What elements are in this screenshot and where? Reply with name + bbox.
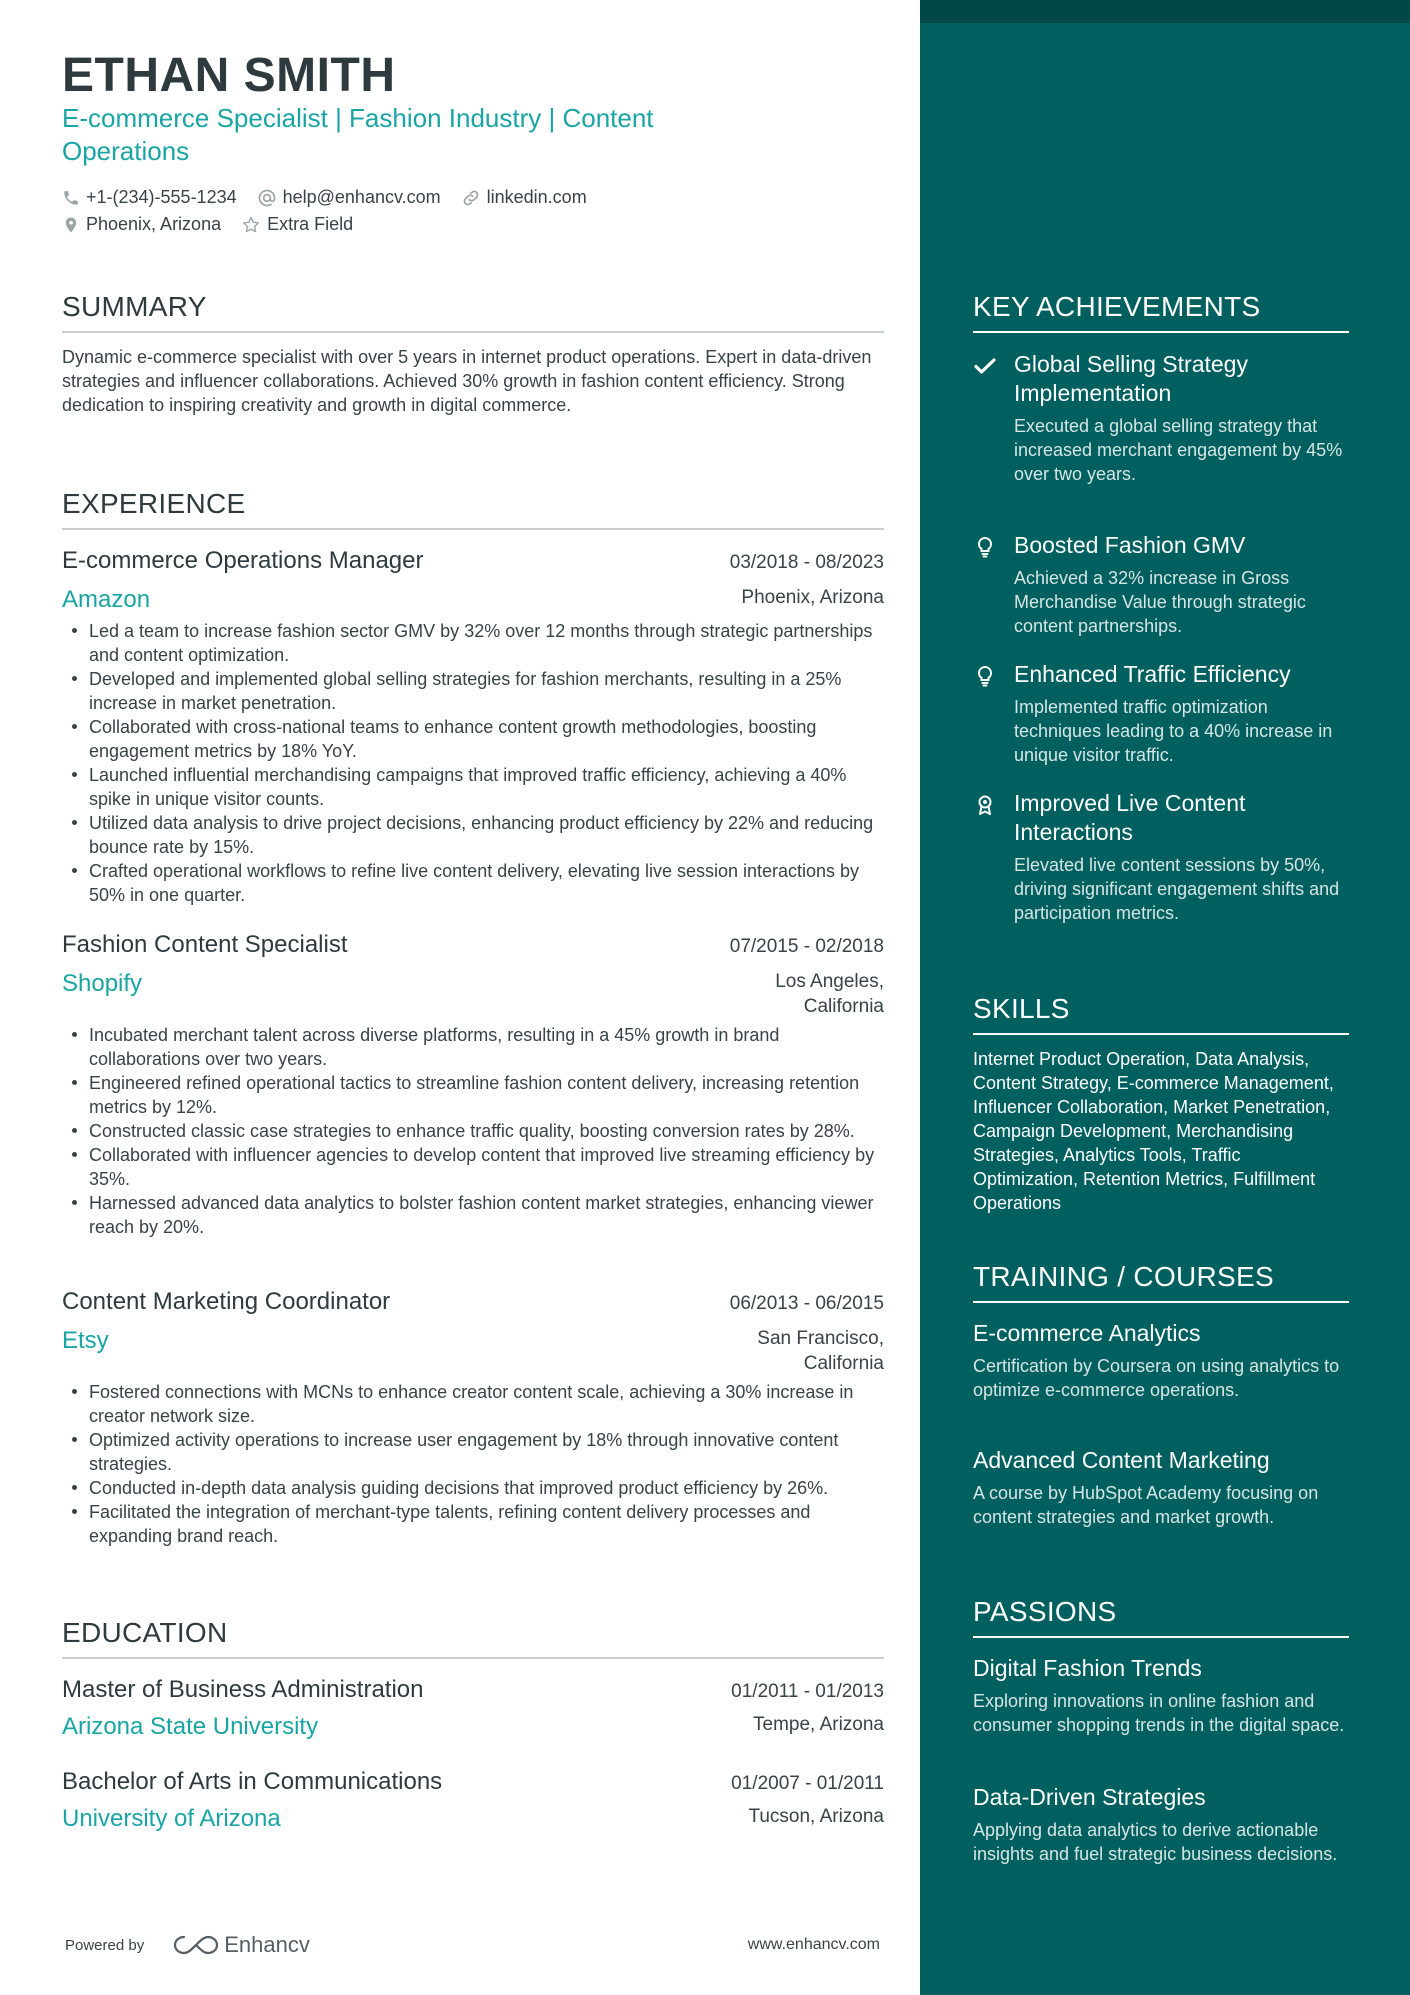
location-text: Phoenix, Arizona — [86, 214, 222, 234]
divider — [973, 1301, 1349, 1303]
summary-text: Dynamic e-commerce specialist with over 5 years in internet product operations. Expert in data-driven strategies and influencer collaborations. Achieved 30% growth in fashion content efficiency. Strong dedication to inspiring creativity and growth in digital commerce. — [62, 347, 872, 415]
skills-section — [973, 992, 1349, 1215]
job-location: Phoenix, Arizona — [741, 587, 884, 608]
divider — [62, 1657, 884, 1659]
passion-item — [973, 1783, 1349, 1866]
lightbulb-icon — [973, 535, 997, 559]
education-entry — [62, 1767, 884, 1834]
experience-title: EXPERIENCE — [62, 488, 246, 519]
degree-title: Master of Business Administration — [62, 1676, 424, 1703]
footer — [65, 1930, 880, 1960]
divider — [973, 331, 1349, 333]
check-icon — [973, 354, 997, 378]
bullet-item: Led a team to increase fashion sector GMV by 32% over 12 months through strategic partnerships and content optimization. — [62, 619, 884, 667]
bullet-item: Facilitated the integration of merchant-type talents, refining content delivery processes and expanding brand reach. — [62, 1500, 884, 1548]
job-entry — [62, 930, 884, 1239]
job-bullets — [62, 1023, 884, 1239]
headline: E-commerce Specialist | Fashion Industry | Content Operations — [62, 103, 654, 166]
bullet-item: Developed and implemented global selling strategies for fashion merchants, resulting in a 25% increase in market penetration. — [62, 667, 884, 715]
education-location: Tempe, Arizona — [753, 1714, 884, 1735]
passions-title: PASSIONS — [973, 1596, 1117, 1627]
passion-title: Data-Driven Strategies — [973, 1784, 1206, 1810]
company-name: Etsy — [62, 1327, 109, 1354]
education-entry — [62, 1675, 884, 1742]
achievement-desc: Executed a global selling strategy that increased merchant engagement by 45% over two years. — [1014, 416, 1343, 484]
bullet-item: Collaborated with cross-national teams to enhance content growth methodologies, boosting engagement metrics by 18% YoY. — [62, 715, 884, 763]
passion-desc: Exploring innovations in online fashion and consumer shopping trends in the digital space. — [973, 1691, 1345, 1735]
training-section — [973, 1260, 1349, 1303]
course-title: Advanced Content Marketing — [973, 1447, 1270, 1473]
bullet-item: Collaborated with influencer agencies to develop content that improved live streaming efficiency by 35%. — [62, 1143, 884, 1191]
summary-section — [62, 290, 884, 417]
achievement-title: Boosted Fashion GMV — [1014, 532, 1246, 558]
school-name: University of Arizona — [62, 1805, 281, 1832]
sidebar-top-band — [920, 0, 1410, 23]
achievement-title: Improved Live Content Interactions — [1014, 790, 1246, 845]
job-location: Los Angeles, California — [775, 971, 884, 1017]
bullet-item: Utilized data analysis to drive project decisions, enhancing product efficiency by 22% and reducing bounce rate by 15%. — [62, 811, 884, 859]
passion-title: Digital Fashion Trends — [973, 1655, 1202, 1681]
phone-text: +1-(234)-555-1234 — [86, 187, 237, 207]
company-name: Amazon — [62, 586, 151, 613]
course-desc: Certification by Coursera on using analytics to optimize e-commerce operations. — [973, 1356, 1340, 1400]
job-bullets — [62, 1380, 884, 1548]
extra-field-text: Extra Field — [267, 214, 354, 234]
contact-email[interactable] — [257, 187, 441, 208]
brand-name: Enhancv — [224, 1932, 310, 1957]
phone-icon — [62, 189, 80, 207]
job-entry — [62, 546, 884, 907]
education-date: 01/2011 - 01/2013 — [731, 1681, 884, 1702]
company-name: Shopify — [62, 970, 143, 997]
achievement-item — [973, 660, 1349, 767]
powered-by — [65, 1932, 310, 1958]
job-date: 07/2015 - 02/2018 — [729, 936, 884, 957]
bullet-item: Fostered connections with MCNs to enhance creator content scale, achieving a 30% increase in creator network size. — [62, 1380, 884, 1428]
education-date: 01/2007 - 01/2011 — [731, 1773, 884, 1794]
powered-by-label: Powered by — [65, 1936, 145, 1954]
contact-linkedin[interactable] — [461, 187, 587, 208]
candidate-name: ETHAN SMITH — [62, 49, 396, 102]
passion-item — [973, 1654, 1349, 1737]
job-title: E-commerce Operations Manager — [62, 547, 424, 574]
skills-title: SKILLS — [973, 993, 1070, 1024]
education-section — [62, 1616, 884, 1659]
bullet-item: Constructed classic case strategies to enhance traffic quality, boosting conversion rates by 28%. — [62, 1119, 884, 1143]
bullet-item: Optimized activity operations to increase user engagement by 18% through innovative content strategies. — [62, 1428, 884, 1476]
job-date: 06/2013 - 06/2015 — [729, 1293, 884, 1314]
contact-info — [62, 184, 882, 238]
bullet-item: Harnessed advanced data analytics to bolster fashion content market strategies, enhancing viewer reach by 20%. — [62, 1191, 884, 1239]
contact-extra — [241, 214, 353, 235]
at-icon — [257, 188, 277, 208]
achievement-item — [973, 350, 1349, 486]
achievements-title: KEY ACHIEVEMENTS — [973, 291, 1261, 322]
contact-location — [62, 214, 221, 235]
star-icon — [241, 215, 261, 235]
location-pin-icon — [62, 216, 80, 234]
bullet-item: Launched influential merchandising campaigns that improved traffic efficiency, achieving a 40% spike in unique visitor counts. — [62, 763, 884, 811]
divider — [973, 1636, 1349, 1638]
website-link[interactable]: www.enhancv.com — [747, 1936, 880, 1953]
achievement-title: Enhanced Traffic Efficiency — [1014, 661, 1291, 687]
summary-title: SUMMARY — [62, 291, 207, 322]
job-title: Fashion Content Specialist — [62, 931, 348, 958]
achievement-desc: Achieved a 32% increase in Gross Merchandise Value through strategic content partnerships. — [1014, 568, 1306, 636]
job-title: Content Marketing Coordinator — [62, 1288, 391, 1315]
job-bullets — [62, 619, 884, 907]
skills-text: Internet Product Operation, Data Analysis, Content Strategy, E-commerce Management, Influencer Collaboration, Market Penetration, Campaign Development, Merchandising Strategies, Analytics Tools, Traffic Optimization, Retention Metrics, Fulfillment Operations — [973, 1049, 1334, 1213]
passion-desc: Applying data analytics to derive actionable insights and fuel strategic business decisions. — [973, 1820, 1338, 1864]
course-item — [973, 1446, 1349, 1529]
experience-section — [62, 487, 884, 530]
bullet-item: Conducted in-depth data analysis guiding decisions that improved product efficiency by 26%. — [62, 1476, 884, 1500]
divider — [973, 1033, 1349, 1035]
email-text: help@enhancv.com — [282, 187, 441, 207]
achievement-item — [973, 789, 1349, 925]
passions-section — [973, 1595, 1349, 1638]
award-icon — [973, 793, 997, 817]
education-location: Tucson, Arizona — [748, 1806, 884, 1827]
job-entry — [62, 1287, 884, 1548]
achievements-section — [973, 290, 1349, 333]
course-desc: A course by HubSpot Academy focusing on content strategies and market growth. — [973, 1483, 1319, 1527]
brand-logo[interactable] — [172, 1932, 310, 1958]
achievement-item — [973, 531, 1349, 638]
link-icon — [461, 188, 481, 208]
bullet-item: Crafted operational workflows to refine live content delivery, elevating live session interactions by 50% in one quarter. — [62, 859, 884, 907]
enhancv-logo-icon — [172, 1933, 220, 1957]
bullet-item: Engineered refined operational tactics to streamline fashion content delivery, increasing retention metrics by 12%. — [62, 1071, 884, 1119]
lightbulb-icon — [973, 664, 997, 688]
training-title: TRAINING / COURSES — [973, 1261, 1274, 1292]
linkedin-text: linkedin.com — [486, 187, 587, 207]
divider — [62, 331, 884, 333]
achievement-desc: Implemented traffic optimization techniques leading to a 40% increase in unique visitor traffic. — [1014, 697, 1333, 765]
course-title: E-commerce Analytics — [973, 1320, 1201, 1346]
achievement-title: Global Selling Strategy Implementation — [1014, 351, 1248, 406]
degree-title: Bachelor of Arts in Communications — [62, 1768, 443, 1795]
achievement-desc: Elevated live content sessions by 50%, driving significant engagement shifts and participation metrics. — [1014, 855, 1340, 923]
divider — [62, 528, 884, 530]
bullet-item: Incubated merchant talent across diverse platforms, resulting in a 45% growth in brand collaborations over two years. — [62, 1023, 884, 1071]
education-title: EDUCATION — [62, 1617, 228, 1648]
job-location: San Francisco, California — [757, 1328, 884, 1374]
job-date: 03/2018 - 08/2023 — [729, 552, 884, 573]
contact-phone[interactable] — [62, 187, 237, 208]
school-name: Arizona State University — [62, 1713, 319, 1740]
course-item — [973, 1319, 1349, 1402]
